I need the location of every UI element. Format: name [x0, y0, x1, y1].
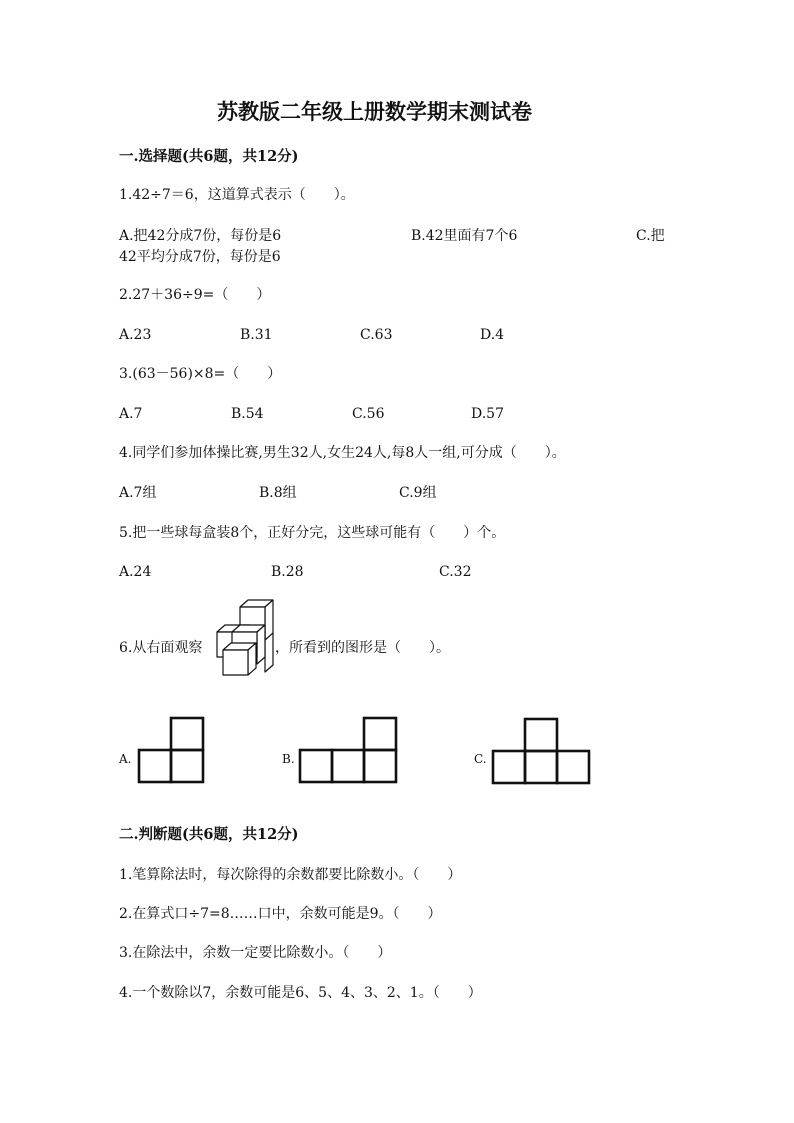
judgement-item-3: 3.在除法中，余数一定要比除数小。（ ）: [119, 945, 392, 961]
question-1-option-a[interactable]: A.把42分成7份，每份是6: [119, 228, 282, 244]
judgement-item-4: 4.一个数除以7，余数可能是6、5、4、3、2、1。（ ）: [119, 985, 482, 1001]
question-2-option-b[interactable]: B.31: [240, 327, 273, 343]
question-4-stem: 4.同学们参加体操比赛,男生32人,女生24人,每8人一组,可分成（ ）。: [119, 445, 566, 461]
question-6-stem-before: 6.从右面观察: [119, 640, 203, 656]
question-6-option-b[interactable]: B.: [282, 752, 295, 766]
question-1-option-c-continued: 42平均分成7份，每份是6: [119, 249, 281, 265]
question-3-option-d[interactable]: D.57: [471, 406, 504, 422]
question-3-stem: 3.(63－56)×8=（ ）: [119, 366, 282, 382]
question-5-stem: 5.把一些球每盒装8个，正好分完，这些球可能有（ ）个。: [119, 525, 506, 541]
question-4-option-a[interactable]: A.7组: [119, 485, 157, 501]
question-2-option-a[interactable]: A.23: [119, 327, 152, 343]
question-2-stem: 2.27＋36÷9=（ ）: [119, 287, 271, 303]
option-a-shape[interactable]: [137, 716, 205, 786]
question-6-option-a[interactable]: A.: [119, 752, 132, 766]
question-4-option-b[interactable]: B.8组: [259, 485, 297, 501]
question-5-option-b[interactable]: B.28: [271, 564, 304, 580]
judgement-item-2: 2.在算式口÷7=8……口中，余数可能是9。（ ）: [119, 906, 442, 922]
question-3-option-c[interactable]: C.56: [352, 406, 385, 422]
question-1-option-b[interactable]: B.42里面有7个6: [411, 228, 518, 244]
question-1-stem: 1.42÷7＝6，这道算式表示（ ）。: [119, 187, 355, 203]
question-2-option-d[interactable]: D.4: [480, 327, 505, 343]
question-1-option-c[interactable]: C.把: [636, 228, 665, 244]
option-b-shape[interactable]: [298, 716, 398, 786]
question-5-option-c[interactable]: C.32: [439, 564, 472, 580]
question-3-option-a[interactable]: A.7: [119, 406, 143, 422]
question-3-option-b[interactable]: B.54: [231, 406, 264, 422]
option-c-shape[interactable]: [491, 717, 591, 787]
question-6-option-c[interactable]: C.: [474, 752, 487, 766]
question-5-option-a[interactable]: A.24: [119, 564, 152, 580]
section-heading-choice: 一.选择题(共6题，共12分): [119, 148, 299, 165]
section-heading-judgement: 二.判断题(共6题，共12分): [119, 826, 299, 843]
question-4-option-c[interactable]: C.9组: [399, 485, 437, 501]
stacked-cubes-figure: [215, 599, 277, 679]
judgement-item-1: 1.笔算除法时，每次除得的余数都要比除数小。（ ）: [119, 867, 462, 883]
question-6-stem-after: ，所看到的图形是（ ）。: [275, 640, 450, 656]
question-2-option-c[interactable]: C.63: [360, 327, 393, 343]
page-title: 苏教版二年级上册数学期末测试卷: [217, 99, 532, 124]
